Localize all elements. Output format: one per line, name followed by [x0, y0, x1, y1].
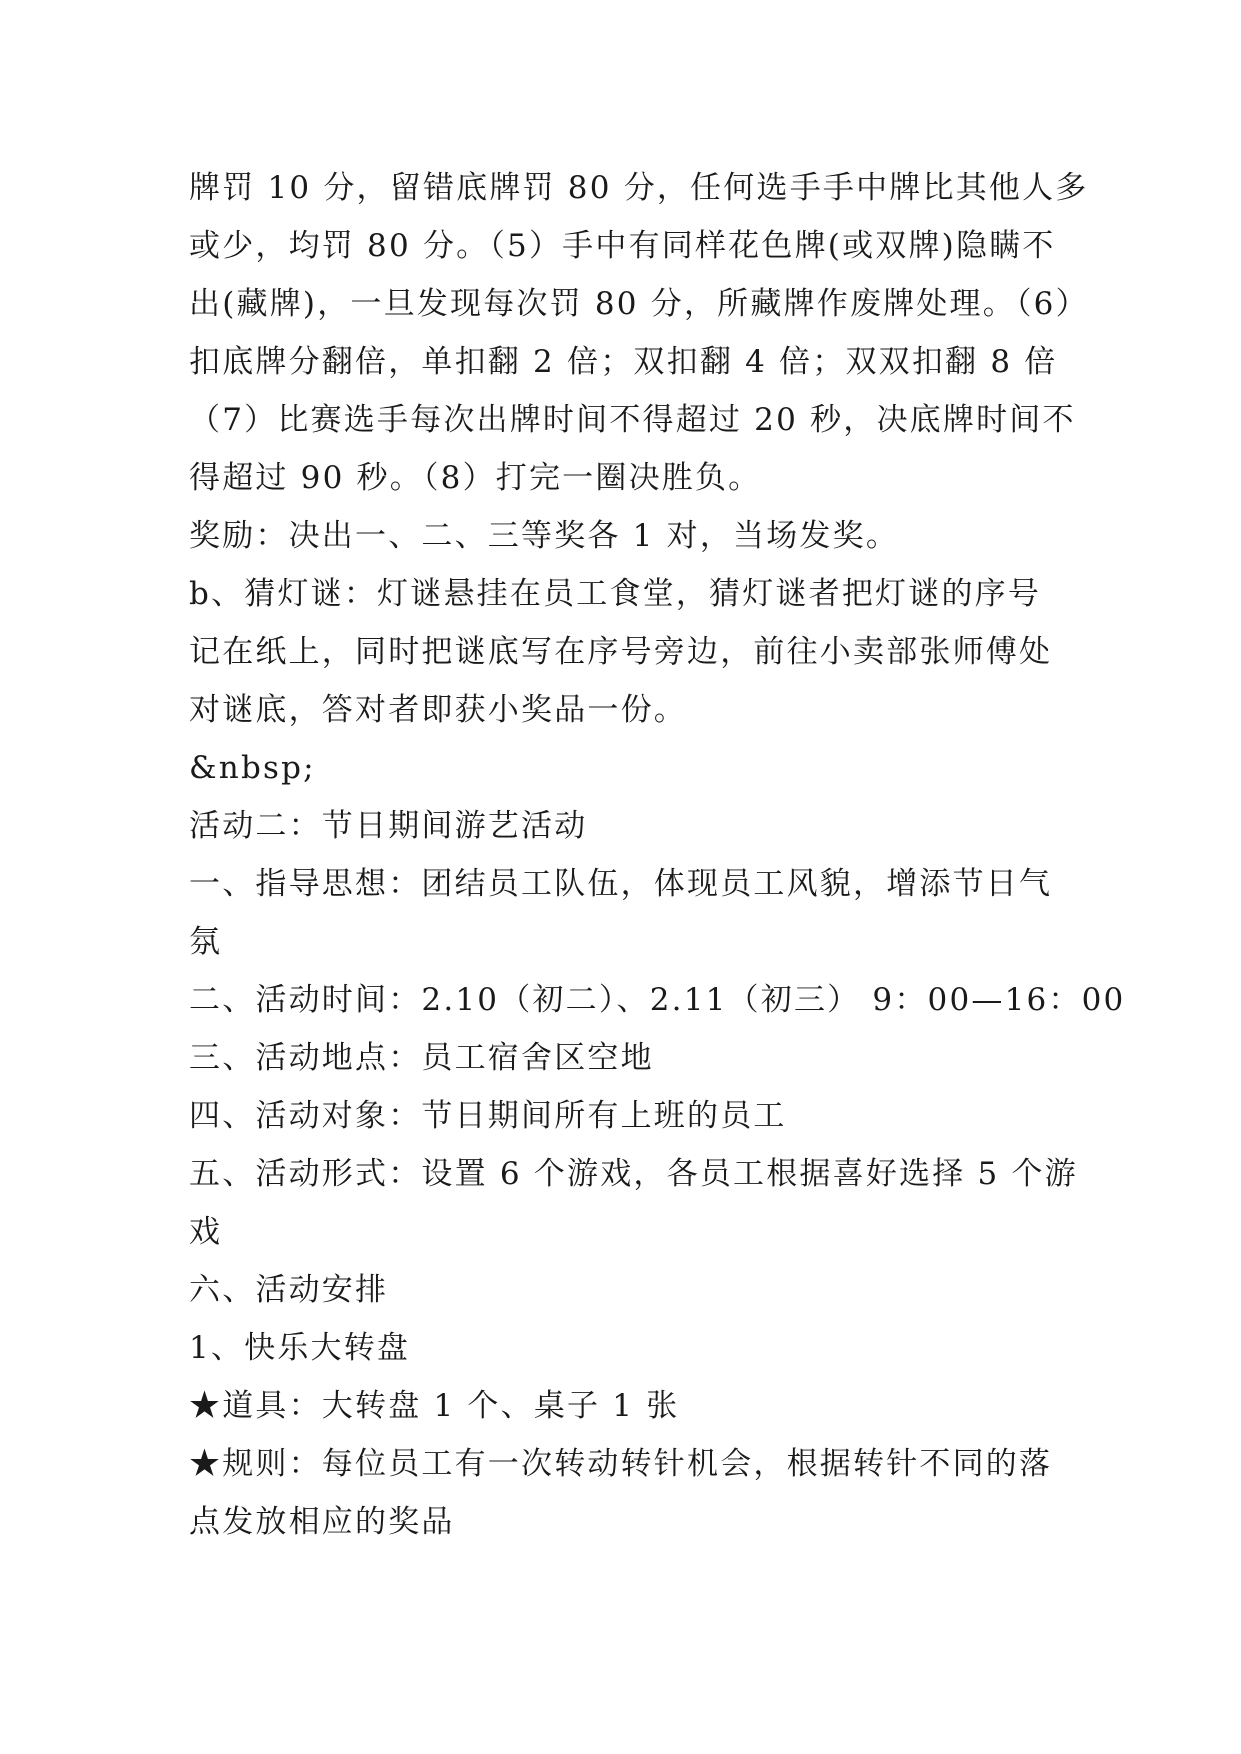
text-line: 四、活动对象：节日期间所有上班的员工: [189, 1098, 787, 1134]
text-line: 对谜底，答对者即获小奖品一份。: [189, 692, 687, 728]
text-line: 二、活动时间：2.10（初二）、2.11（初三） 9：00—16：00: [189, 982, 1126, 1018]
text-line: 三、活动地点：员工宿舍区空地: [189, 1040, 654, 1076]
text-line: 或少，均罚 80 分。（5）手中有同样花色牌(或双牌)隐瞒不: [189, 228, 1056, 264]
text-line: 五、活动形式：设置 6 个游戏，各员工根据喜好选择 5 个游: [189, 1156, 1078, 1192]
text-line: 戏: [189, 1214, 223, 1250]
text-line: 一、指导思想：团结员工队伍，体现员工风貌，增添节日气: [189, 866, 1053, 902]
text-line: &nbsp;: [189, 750, 316, 786]
text-line: 1、快乐大转盘: [189, 1330, 411, 1366]
text-line: 出(藏牌)，一旦发现每次罚 80 分，所藏牌作废牌处理。（6）: [189, 286, 1089, 322]
text-line: ★规则：每位员工有一次转动转针机会，根据转针不同的落: [189, 1446, 1053, 1482]
text-line: 点发放相应的奖品: [189, 1504, 455, 1540]
document-body: [189, 159, 1126, 1551]
text-line: 得超过 90 秒。（8）打完一圈决胜负。: [189, 460, 762, 496]
text-line: （7）比赛选手每次出牌时间不得超过 20 秒，决底牌时间不: [189, 402, 1076, 438]
text-line: b、猜灯谜：灯谜悬挂在员工食堂，猜灯谜者把灯谜的序号: [189, 576, 1042, 612]
text-line: ★道具：大转盘 1 个、桌子 1 张: [189, 1388, 680, 1424]
section-heading: 活动二：节日期间游艺活动: [189, 808, 588, 844]
text-line: 扣底牌分翻倍，单扣翻 2 倍；双扣翻 4 倍；双双扣翻 8 倍: [189, 344, 1058, 380]
text-line: 氛: [189, 924, 223, 960]
text-line: 牌罚 10 分，留错底牌罚 80 分，任何选手手中牌比其他人多: [189, 170, 1089, 206]
text-line: 记在纸上，同时把谜底写在序号旁边，前往小卖部张师傅处: [189, 634, 1053, 670]
text-line: 六、活动安排: [189, 1272, 389, 1308]
text-line: 奖励：决出一、二、三等奖各 1 对，当场发奖。: [189, 518, 900, 554]
